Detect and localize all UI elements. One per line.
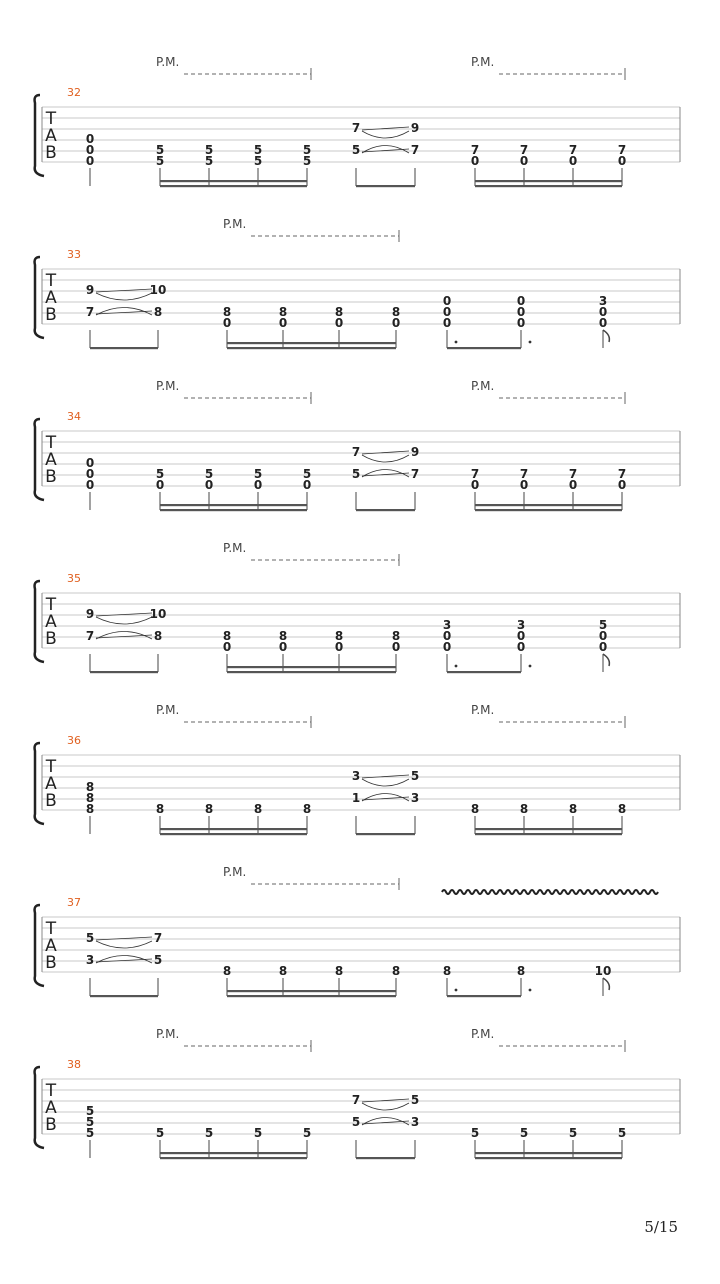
fret-number: 7 (85, 629, 95, 643)
note-beam (227, 990, 396, 992)
fret-number: 0 (516, 316, 526, 330)
note-beam (90, 671, 158, 673)
fret-number: 8 (85, 791, 95, 805)
fret-number: 0 (568, 154, 578, 168)
fret-number: 3 (351, 769, 361, 783)
fret-number: 0 (442, 294, 452, 308)
measure-number: 33 (67, 248, 81, 261)
fret-number: 0 (204, 478, 214, 492)
slur-arc (362, 1103, 409, 1110)
fret-number: 5 (155, 154, 165, 168)
fret-number: 9 (410, 445, 420, 459)
tab-letter-a: A (45, 774, 57, 794)
fret-number: 0 (85, 467, 95, 481)
slur-arc (362, 455, 409, 462)
fret-number: 5 (302, 154, 312, 168)
fret-number: 1 (351, 791, 361, 805)
fret-number: 5 (85, 1126, 95, 1140)
fret-number: 8 (155, 802, 165, 816)
fret-number: 0 (516, 305, 526, 319)
fret-number: 0 (516, 640, 526, 654)
note-beam (475, 180, 622, 182)
fret-number: 3 (85, 953, 95, 967)
fret-number: 5 (351, 467, 361, 481)
fret-number: 5 (204, 154, 214, 168)
fret-number: 7 (617, 143, 627, 157)
fret-number: 8 (470, 802, 480, 816)
palm-mute-label: P.M. (223, 217, 247, 231)
tab-letter-b: B (45, 305, 57, 325)
tab-letter-b: B (45, 791, 57, 811)
tab-letter-t: T (45, 109, 57, 129)
note-beam (227, 342, 396, 344)
fret-number: 8 (253, 802, 263, 816)
fret-number: 9 (410, 121, 420, 135)
fret-number: 0 (598, 316, 608, 330)
fret-number: 0 (598, 629, 608, 643)
fret-number: 5 (410, 769, 420, 783)
fret-number: 7 (153, 931, 163, 945)
fret-number: 0 (442, 305, 452, 319)
fret-number: 8 (85, 780, 95, 794)
tab-system-32 (35, 55, 680, 187)
palm-mute-label: P.M. (156, 55, 180, 69)
fret-number: 3 (442, 618, 452, 632)
palm-mute-label: P.M. (156, 1027, 180, 1041)
fret-number: 0 (391, 316, 401, 330)
fret-number: 0 (391, 640, 401, 654)
fret-number: 8 (222, 305, 232, 319)
note-beam (356, 185, 415, 187)
fret-number: 8 (278, 305, 288, 319)
note-beam (160, 180, 307, 182)
note-beam (160, 828, 307, 830)
tab-letter-b: B (45, 953, 57, 973)
palm-mute-label: P.M. (471, 703, 495, 717)
tab-letter-b: B (45, 467, 57, 487)
fret-number: 0 (519, 154, 529, 168)
tab-letter-a: A (45, 612, 57, 632)
fret-number: 5 (519, 1126, 529, 1140)
note-beam (475, 1152, 622, 1154)
note-beam (227, 666, 396, 668)
fret-number: 8 (334, 629, 344, 643)
fret-number: 8 (222, 964, 232, 978)
fret-number: 0 (155, 478, 165, 492)
tab-system-38 (35, 1027, 680, 1159)
fret-number: 8 (278, 629, 288, 643)
fret-number: 8 (519, 802, 529, 816)
fret-number: 5 (204, 1126, 214, 1140)
fret-number: 9 (85, 607, 95, 621)
palm-mute-label: P.M. (471, 379, 495, 393)
fret-number: 7 (351, 1093, 361, 1107)
fret-number: 5 (410, 1093, 420, 1107)
fret-number: 0 (617, 154, 627, 168)
note-flag (603, 978, 609, 990)
fret-number: 0 (334, 640, 344, 654)
fret-number: 5 (253, 467, 263, 481)
note-beam (227, 347, 396, 349)
fret-number: 7 (351, 445, 361, 459)
fret-number: 10 (149, 283, 167, 297)
fret-number: 0 (334, 316, 344, 330)
fret-number: 5 (253, 143, 263, 157)
note-beam (227, 671, 396, 673)
fret-number: 7 (617, 467, 627, 481)
fret-number: 0 (85, 143, 95, 157)
tab-letter-t: T (45, 919, 57, 939)
fret-number: 0 (598, 305, 608, 319)
measure-number: 38 (67, 1058, 81, 1071)
dot (455, 665, 458, 668)
note-beam (356, 833, 415, 835)
tab-system-36 (35, 703, 680, 835)
fret-number: 5 (85, 931, 95, 945)
note-beam (160, 833, 307, 835)
vibrato-mark (442, 890, 658, 894)
fret-number: 8 (516, 964, 526, 978)
tab-letter-b: B (45, 1115, 57, 1135)
note-beam (447, 995, 521, 997)
fret-number: 8 (334, 305, 344, 319)
dot (455, 989, 458, 992)
note-flag (603, 330, 609, 342)
fret-number: 0 (278, 640, 288, 654)
tab-letter-t: T (45, 433, 57, 453)
measure-number: 37 (67, 896, 81, 909)
fret-number: 8 (391, 305, 401, 319)
tab-letter-a: A (45, 1098, 57, 1118)
note-beam (356, 1157, 415, 1159)
palm-mute-label: P.M. (223, 865, 247, 879)
note-beam (90, 347, 158, 349)
fret-number: 3 (516, 618, 526, 632)
palm-mute-label: P.M. (156, 703, 180, 717)
palm-mute-label: P.M. (223, 541, 247, 555)
fret-number: 0 (516, 629, 526, 643)
tab-letter-a: A (45, 126, 57, 146)
note-beam (356, 509, 415, 511)
fret-number: 5 (470, 1126, 480, 1140)
measure-number: 32 (67, 86, 81, 99)
tab-letter-t: T (45, 271, 57, 291)
fret-number: 10 (594, 964, 612, 978)
fret-number: 7 (568, 143, 578, 157)
fret-number: 8 (153, 629, 163, 643)
fret-number: 0 (470, 154, 480, 168)
fret-number: 5 (302, 1126, 312, 1140)
dot (529, 989, 532, 992)
fret-number: 5 (155, 143, 165, 157)
slur-arc (96, 941, 152, 948)
fret-number: 8 (568, 802, 578, 816)
tab-letter-t: T (45, 595, 57, 615)
tab-letter-a: A (45, 936, 57, 956)
tab-letter-a: A (45, 288, 57, 308)
fret-number: 7 (568, 467, 578, 481)
fret-number: 5 (155, 1126, 165, 1140)
fret-number: 8 (302, 802, 312, 816)
fret-number: 7 (519, 143, 529, 157)
tab-letter-a: A (45, 450, 57, 470)
fret-number: 5 (85, 1104, 95, 1118)
note-beam (475, 833, 622, 835)
tab-system-33 (35, 217, 680, 349)
fret-number: 5 (153, 953, 163, 967)
page-number: 5/15 (644, 1218, 678, 1236)
note-beam (227, 995, 396, 997)
fret-number: 0 (442, 640, 452, 654)
dot (529, 665, 532, 668)
fret-number: 5 (598, 618, 608, 632)
fret-number: 8 (153, 305, 163, 319)
note-beam (447, 671, 521, 673)
measure-number: 35 (67, 572, 81, 585)
fret-number: 5 (568, 1126, 578, 1140)
palm-mute-label: P.M. (471, 1027, 495, 1041)
note-beam (475, 185, 622, 187)
fret-number: 0 (85, 456, 95, 470)
fret-number: 7 (470, 467, 480, 481)
note-beam (160, 504, 307, 506)
note-beam (90, 995, 158, 997)
palm-mute-label: P.M. (471, 55, 495, 69)
fret-number: 8 (391, 629, 401, 643)
tab-system-37 (35, 865, 680, 997)
fret-number: 8 (391, 964, 401, 978)
fret-number: 0 (516, 294, 526, 308)
note-beam (160, 509, 307, 511)
fret-number: 9 (85, 283, 95, 297)
fret-number: 5 (302, 143, 312, 157)
fret-number: 7 (519, 467, 529, 481)
fret-number: 8 (278, 964, 288, 978)
fret-number: 0 (85, 154, 95, 168)
fret-number: 0 (598, 640, 608, 654)
tab-letter-b: B (45, 143, 57, 163)
fret-number: 8 (204, 802, 214, 816)
fret-number: 7 (410, 467, 420, 481)
fret-number: 5 (351, 143, 361, 157)
fret-number: 0 (85, 132, 95, 146)
tab-letter-b: B (45, 629, 57, 649)
slur-arc (96, 617, 152, 624)
fret-number: 5 (204, 143, 214, 157)
fret-number: 5 (253, 1126, 263, 1140)
fret-number: 5 (204, 467, 214, 481)
note-beam (160, 1157, 307, 1159)
fret-number: 0 (302, 478, 312, 492)
fret-number: 7 (85, 305, 95, 319)
measure-number: 34 (67, 410, 81, 423)
slur-arc (362, 131, 409, 138)
note-beam (160, 185, 307, 187)
note-beam (475, 509, 622, 511)
fret-number: 0 (470, 478, 480, 492)
fret-number: 0 (442, 316, 452, 330)
fret-number: 0 (253, 478, 263, 492)
tab-letter-t: T (45, 1081, 57, 1101)
fret-number: 5 (617, 1126, 627, 1140)
slur-arc (96, 293, 152, 300)
note-flag (603, 654, 609, 666)
tab-letter-t: T (45, 757, 57, 777)
fret-number: 7 (410, 143, 420, 157)
palm-mute-label: P.M. (156, 379, 180, 393)
fret-number: 0 (85, 478, 95, 492)
fret-number: 5 (85, 1115, 95, 1129)
fret-number: 0 (222, 640, 232, 654)
fret-number: 3 (410, 791, 420, 805)
fret-number: 0 (568, 478, 578, 492)
tab-system-34 (35, 379, 680, 511)
fret-number: 8 (85, 802, 95, 816)
note-beam (475, 504, 622, 506)
fret-number: 3 (410, 1115, 420, 1129)
fret-number: 0 (442, 629, 452, 643)
dot (529, 341, 532, 344)
fret-number: 8 (442, 964, 452, 978)
note-beam (447, 347, 521, 349)
measure-number: 36 (67, 734, 81, 747)
fret-number: 0 (222, 316, 232, 330)
fret-number: 7 (351, 121, 361, 135)
fret-number: 0 (519, 478, 529, 492)
fret-number: 7 (470, 143, 480, 157)
fret-number: 10 (149, 607, 167, 621)
fret-number: 8 (617, 802, 627, 816)
note-beam (475, 1157, 622, 1159)
note-beam (475, 828, 622, 830)
fret-number: 8 (334, 964, 344, 978)
slur-arc (362, 779, 409, 786)
fret-number: 5 (155, 467, 165, 481)
fret-number: 3 (598, 294, 608, 308)
fret-number: 0 (617, 478, 627, 492)
fret-number: 5 (253, 154, 263, 168)
fret-number: 0 (278, 316, 288, 330)
fret-number: 8 (222, 629, 232, 643)
note-beam (160, 1152, 307, 1154)
dot (455, 341, 458, 344)
fret-number: 5 (302, 467, 312, 481)
tab-system-35 (35, 541, 680, 673)
fret-number: 5 (351, 1115, 361, 1129)
